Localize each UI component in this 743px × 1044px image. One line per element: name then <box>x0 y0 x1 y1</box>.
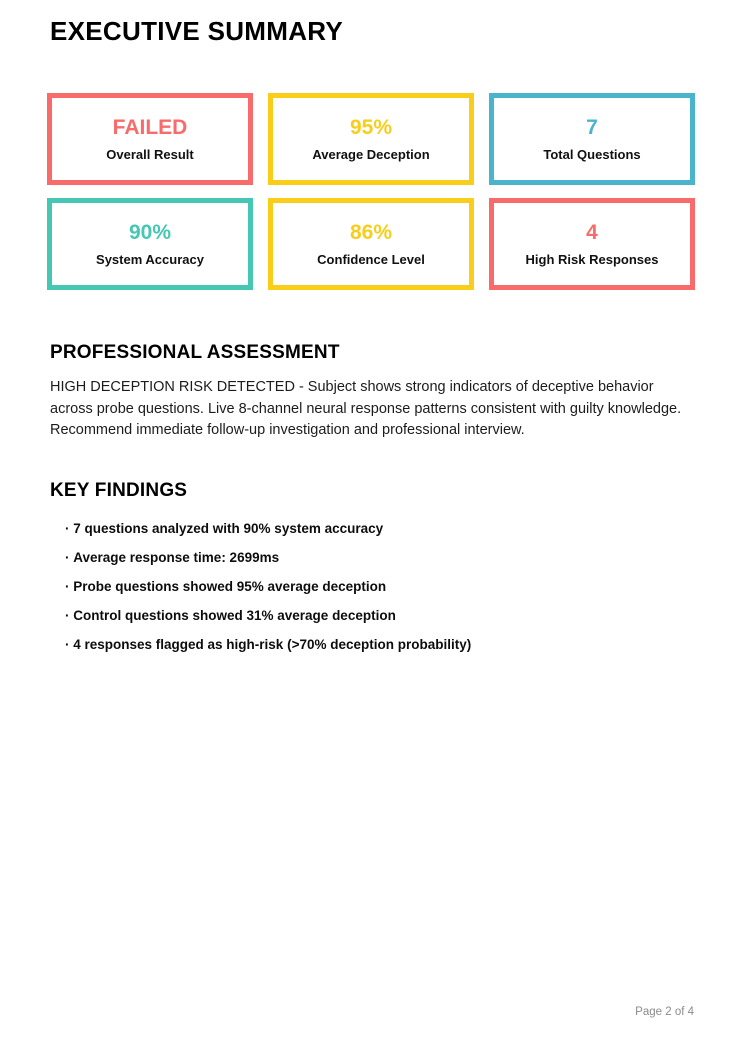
stat-label-total-questions: Total Questions <box>543 147 641 162</box>
stat-label-system-accuracy: System Accuracy <box>96 252 204 267</box>
stat-value-system-accuracy: 90% <box>128 221 172 244</box>
stat-card-overall-result <box>47 93 253 185</box>
stat-label-overall-result: Overall Result <box>106 147 194 162</box>
stat-value-total-questions: 7 <box>586 116 598 139</box>
stat-value-overall-result: FAILED <box>112 116 188 139</box>
page-number: Page 2 of 4 <box>635 1006 694 1018</box>
key-findings-list <box>50 522 695 652</box>
key-finding-item: · 4 responses flagged as high-risk (>70% deception probability) <box>65 638 695 652</box>
stat-value-average-deception: 95% <box>349 116 393 139</box>
key-finding-item: · Average response time: 2699ms <box>65 551 695 565</box>
stat-card-high-risk-responses <box>489 198 695 290</box>
stat-card-confidence-level <box>268 198 474 290</box>
stat-label-average-deception: Average Deception <box>312 147 430 162</box>
stat-label-confidence-level: Confidence Level <box>317 252 425 267</box>
section-heading-professional-assessment: PROFESSIONAL ASSESSMENT <box>50 342 340 363</box>
professional-assessment-text: HIGH DECEPTION RISK DETECTED - Subject shows strong indicators of deceptive behavior across probe questions. Live 8-channel neural response patterns consistent with guilty knowledge. Recommend immediate follow-up investigation and professional interview. <box>50 379 682 438</box>
key-finding-item: · 7 questions analyzed with 90% system accuracy <box>65 522 695 536</box>
section-heading-key-findings: KEY FINDINGS <box>50 479 188 501</box>
page-title: EXECUTIVE SUMMARY <box>50 16 344 46</box>
stat-card-total-questions <box>489 93 695 185</box>
stat-card-grid <box>47 93 695 290</box>
stat-value-confidence-level: 86% <box>349 221 393 244</box>
stat-card-system-accuracy <box>47 198 253 290</box>
key-finding-item: · Control questions showed 31% average deception <box>65 609 695 623</box>
key-finding-item: · Probe questions showed 95% average deception <box>65 580 695 594</box>
stat-value-high-risk-responses: 4 <box>586 221 598 244</box>
stat-label-high-risk-responses: High Risk Responses <box>525 252 659 267</box>
stat-card-average-deception <box>268 93 474 185</box>
